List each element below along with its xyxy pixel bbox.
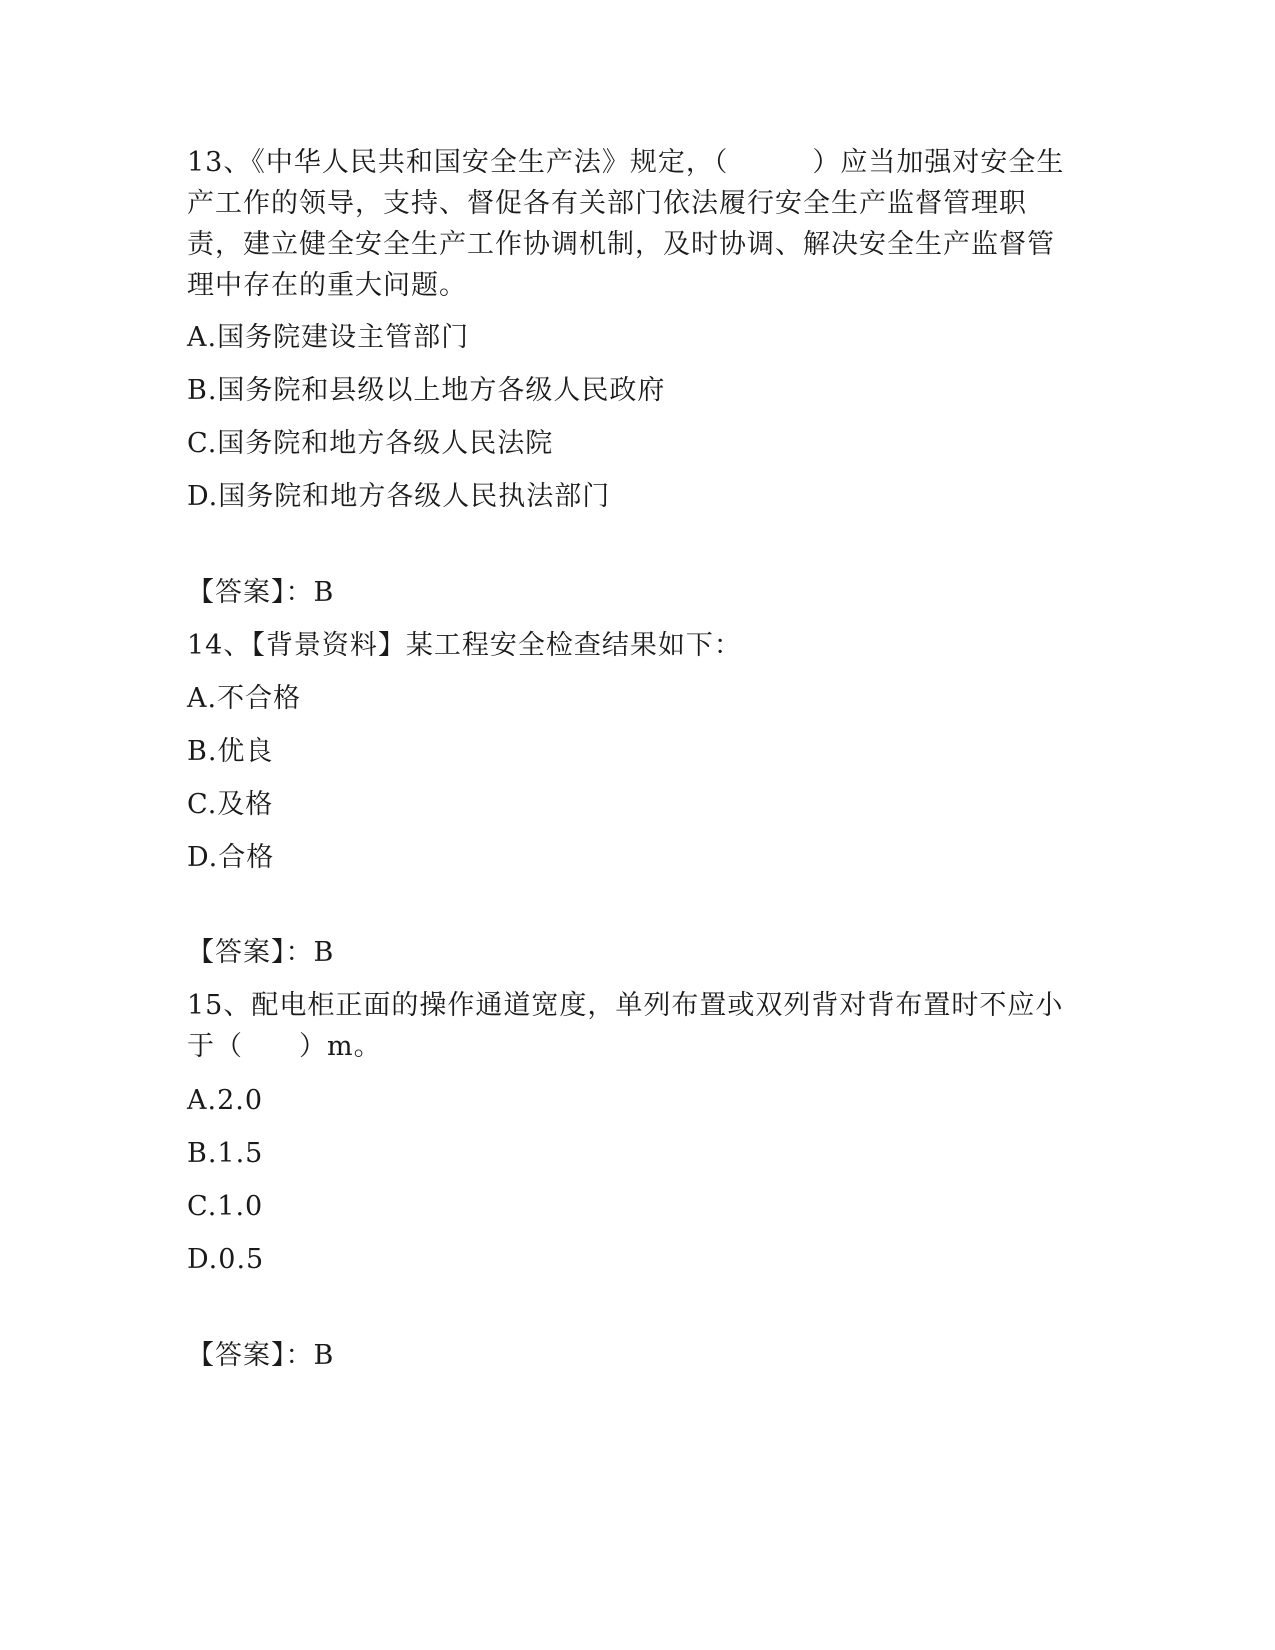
question-15-option-b: B.1.5 [187, 1138, 264, 1169]
question-14-option-a: A.不合格 [187, 683, 302, 714]
question-13-option-a: A.国务院建设主管部门 [187, 322, 470, 353]
question-13-option-d: D.国务院和地方各级人民执法部门 [187, 481, 611, 512]
question-15-option-a: A.2.0 [187, 1085, 264, 1116]
question-13-option-c: C.国务院和地方各级人民法院 [187, 428, 554, 459]
question-14-option-d: D.合格 [187, 842, 275, 873]
question-14-option-b: B.优良 [187, 736, 274, 767]
question-14-answer: 【答案】：B [187, 937, 335, 968]
question-13-stem: 13、《中华人民共和国安全生产法》规定，（ ）应当加强对安全生产工作的领导，支持、督促各有关部门依法履行安全生产监督管理职责，建立健全安全生产工作协调机制，及时协调、解决安全生产监督管理中存在的重大问题。 [187, 147, 1065, 301]
question-14-stem: 14、【背景资料】某工程安全检查结果如下： [187, 630, 742, 661]
question-15-option-c: C.1.0 [187, 1191, 264, 1222]
question-15-answer: 【答案】：B [187, 1340, 335, 1371]
question-15-option-d: D.0.5 [187, 1244, 265, 1275]
question-15-stem: 15、配电柜正面的操作通道宽度，单列布置或双列背对背布置时不应小于（ ）m。 [187, 990, 1064, 1062]
question-14-option-c: C.及格 [187, 789, 274, 820]
question-13-answer: 【答案】：B [187, 577, 335, 608]
question-13-option-b: B.国务院和县级以上地方各级人民政府 [187, 375, 666, 406]
